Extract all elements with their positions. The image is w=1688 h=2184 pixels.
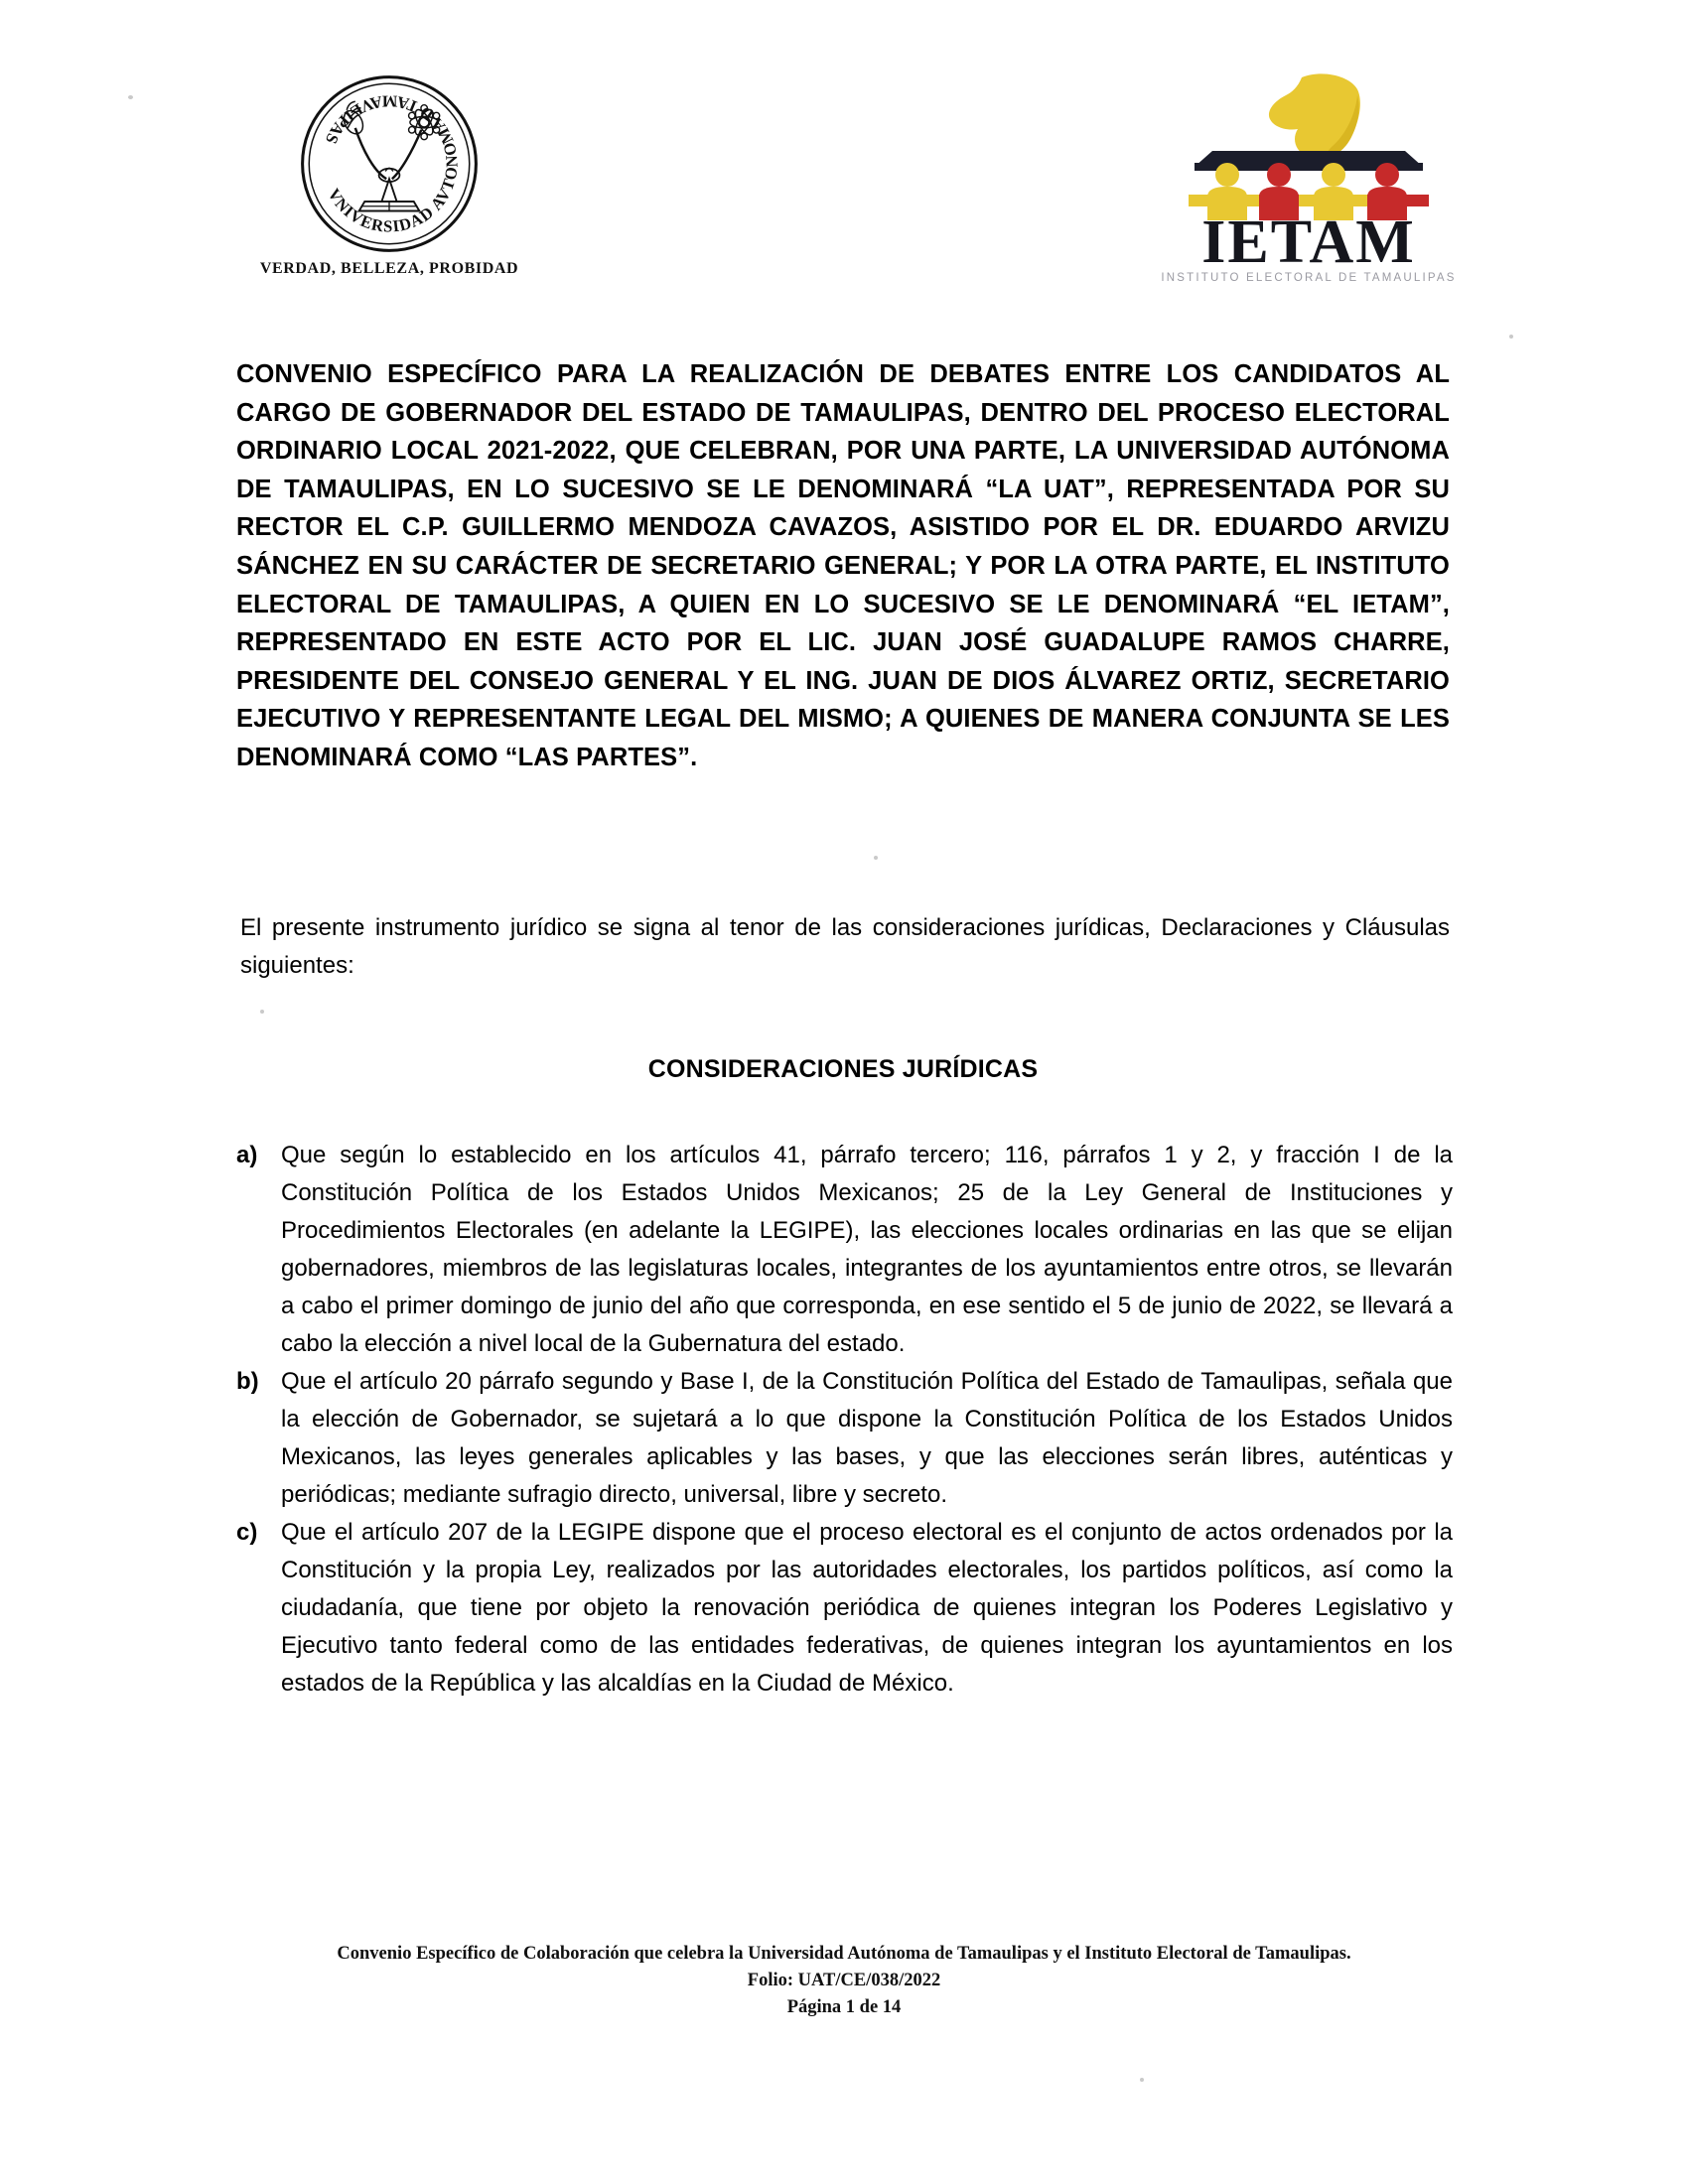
uat-logo	[245, 69, 533, 278]
list-item	[236, 1514, 1453, 1703]
scan-speckle	[874, 856, 878, 860]
clause-list	[236, 1137, 1453, 1703]
page-footer	[0, 1941, 1688, 2021]
footer-line-page-number: Página 1 de 14	[786, 1997, 902, 2017]
list-item	[236, 1363, 1453, 1514]
scan-speckle	[128, 95, 133, 99]
list-item	[236, 1137, 1453, 1363]
clause-marker: c)	[236, 1519, 258, 1546]
ietam-wordmark: IETAM	[1201, 208, 1416, 276]
scan-speckle	[260, 1010, 264, 1014]
clause-marker: a)	[236, 1142, 258, 1168]
clause-text: Que el artículo 207 de la LEGIPE dispone que el proceso electoral es el conjunto de actos ordenados por la Constitución y la propia Ley, realizados por las autoridades electorales, los partidos políticos, así como la ciudadanía, que tiene por objeto la renovación periódica de quienes integran los Poderes Legislativo y Ejecutivo tanto federal como de las entidades federativas, de quienes integran los ayuntamientos en los estados de la República y las alcaldías en la Ciudad de México.	[281, 1519, 1453, 1697]
clause-marker: b)	[236, 1368, 259, 1395]
clause-text: Que el artículo 20 párrafo segundo y Base I, de la Constitución Política del Estado de Tamaulipas, señala que la elección de Gobernador, se sujetará a lo que dispone la Constitución Política de los Estados Unidos Mexicanos, las leyes generales aplicables y las bases, y que las elecciones serán libres, auténticas y periódicas; mediante sufragio directo, universal, libre y secreto.	[281, 1368, 1453, 1508]
footer-line-folio: Folio: UAT/CE/038/2022	[747, 1971, 941, 1990]
intro-paragraph: El presente instrumento jurídico se signa al tenor de las consideraciones jurídicas, Declaraciones y Cláusulas siguientes:	[240, 914, 1450, 979]
page-header	[0, 62, 1688, 300]
ietam-logo	[1160, 71, 1458, 284]
section-heading-consideraciones-juridicas: CONSIDERACIONES JURÍDICAS	[647, 1055, 1039, 1083]
uat-seal-icon	[295, 69, 484, 258]
clause-text: Que según lo establecido en los artículos 41, párrafo tercero; 116, párrafos 1 y 2, y fracción I de la Constitución Política de los Estados Unidos Mexicanos; 25 de la Ley General de Instituciones y Procedimientos Electorales (en adelante la LEGIPE), las elecciones locales ordinarias en las que se elijan gobernadores, miembros de las legislaturas locales, integrantes de los ayuntamientos entre otros, se llevarán a cabo el primer domingo de junio del año que corresponda, en ese sentido el 5 de junio de 2022, se llevará a cabo la elección a nivel local de la Gubernatura del estado.	[281, 1142, 1453, 1357]
document-title: CONVENIO ESPECÍFICO PARA LA REALIZACIÓN DE DEBATES ENTRE LOS CANDIDATOS AL CARGO DE GOBERNADOR DEL ESTADO DE TAMAULIPAS, DENTRO DEL PROCESO ELECTORAL ORDINARIO LOCAL 2021-2022, QUE CELEBRAN, POR UNA PARTE, LA UNIVERSIDAD AUTÓNOMA DE TAMAULIPAS, EN LO SUCESIVO SE LE DENOMINARÁ “LA UAT”, REPRESENTADA POR SU RECTOR EL C.P. GUILLERMO MENDOZA CAVAZOS, ASISTIDO POR EL DR. EDUARDO ARVIZU SÁNCHEZ EN SU CARÁCTER DE SECRETARIO GENERAL; Y POR LA OTRA PARTE, EL INSTITUTO ELECTORAL DE TAMAULIPAS, A QUIEN EN LO SUCESIVO SE LE DENOMINARÁ “EL IETAM”, REPRESENTADO EN ESTE ACTO POR EL LIC. JUAN JOSÉ GUADALUPE RAMOS CHARRE, PRESIDENTE DEL CONSEJO GENERAL Y EL ING. JUAN DE DIOS ÁLVAREZ ORTIZ, SECRETARIO EJECUTIVO Y REPRESENTANTE LEGAL DEL MISMO; A QUIENES DE MANERA CONJUNTA SE LES DENOMINARÁ COMO “LAS PARTES”.	[236, 360, 1450, 771]
footer-line-description: Convenio Específico de Colaboración que celebra la Universidad Autónoma de Tamaulipas y el Instituto Electoral de Tamaulipas.	[337, 1944, 1351, 1964]
scan-speckle	[1509, 335, 1513, 339]
ietam-ballot-people-icon	[1175, 71, 1443, 220]
uat-motto: VERDAD, BELLEZA, PROBIDAD	[259, 260, 519, 277]
svg-text:VNIVERSIDAD AVTONOMA D TAMAVLI: VNIVERSIDAD AVTONOMA D TAMAVLIPAS	[321, 91, 462, 236]
ietam-subtitle: INSTITUTO ELECTORAL DE TAMAULIPAS	[1161, 272, 1457, 285]
scan-speckle	[1140, 2078, 1144, 2082]
